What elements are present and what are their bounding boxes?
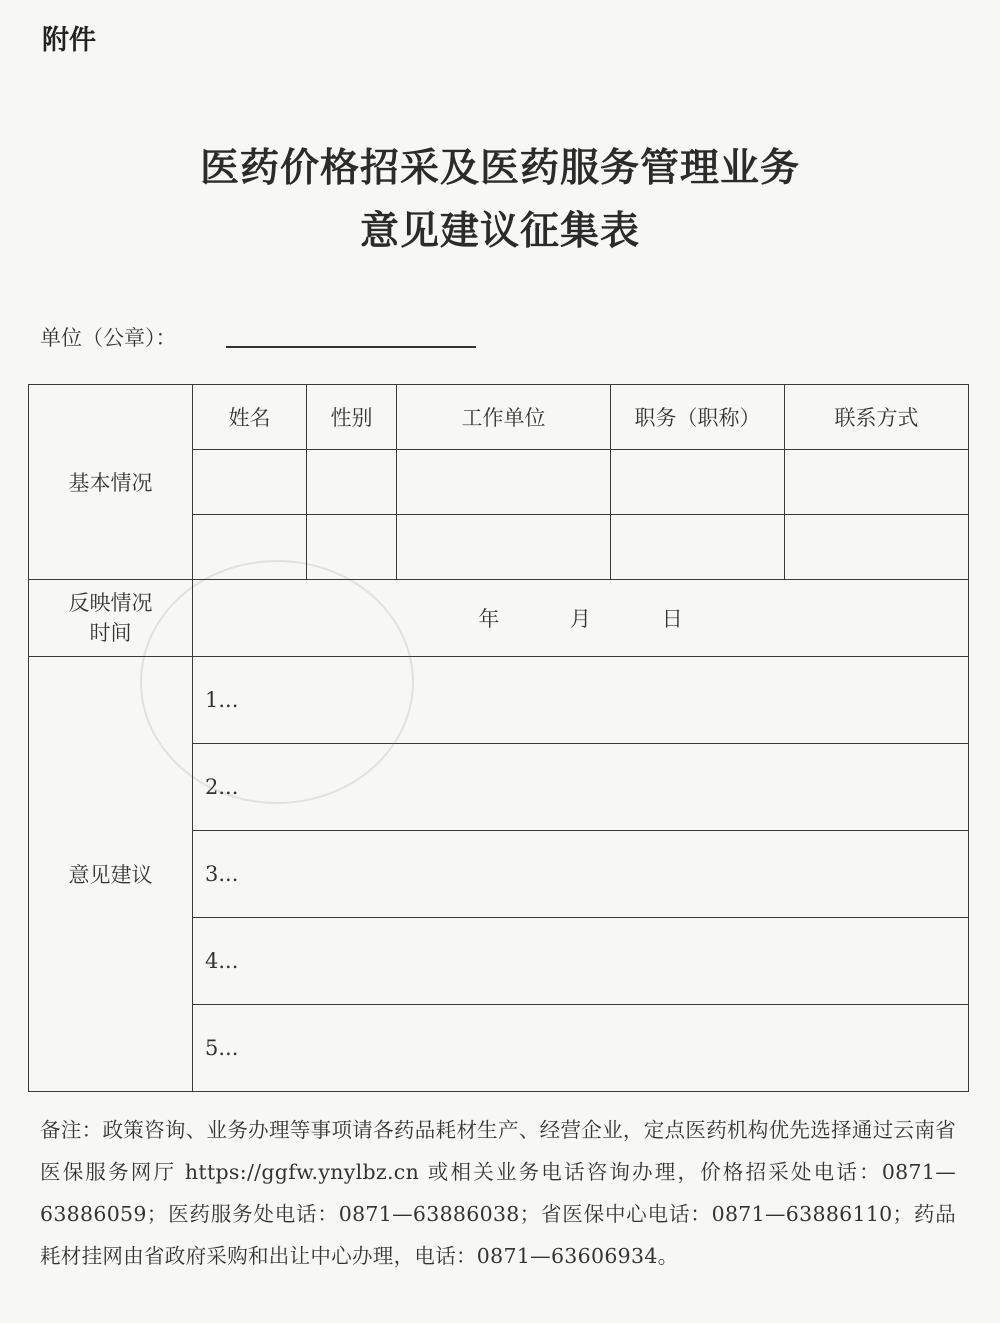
feedback-time-label [29,580,193,657]
suggestion-field-1[interactable]: 1... [193,657,969,744]
name-field-1[interactable] [193,450,307,515]
suggestion-field-2[interactable]: 2... [193,744,969,831]
attachment-label: 附件 [42,25,96,56]
name-field-2[interactable] [193,515,307,580]
position-field-2[interactable] [611,515,785,580]
page-title-line2: 意见建议征集表 [359,209,640,254]
column-header-workplace: 工作单位 [397,385,611,450]
suggestion-field-4[interactable]: 4... [193,918,969,1005]
suggestion-field-5[interactable]: 5... [193,1005,969,1092]
column-header-contact: 联系方式 [785,385,969,450]
column-header-gender: 性别 [307,385,397,450]
date-month: 月 [570,607,591,631]
unit-seal-field[interactable] [226,346,476,348]
basic-info-label: 基本情况 [29,385,193,580]
suggestion-field-3[interactable]: 3... [193,831,969,918]
column-header-position: 职务（职称） [611,385,785,450]
gender-field-2[interactable] [307,515,397,580]
unit-seal-label: 单位（公章）： [40,326,177,350]
feedback-time-label-line1: 反映情况 [68,591,153,615]
position-field-1[interactable] [611,450,785,515]
date-day: 日 [661,607,683,631]
suggestion-form-table [28,384,969,1092]
feedback-date-field[interactable] [193,580,969,657]
date-year: 年 [478,607,500,631]
contact-field-2[interactable] [785,515,969,580]
workplace-field-2[interactable] [397,515,611,580]
feedback-time-label-line2: 时间 [89,621,132,645]
workplace-field-1[interactable] [397,450,611,515]
column-header-name: 姓名 [193,385,307,450]
suggestion-label: 意见建议 [29,657,193,1092]
page-title-line1: 医药价格招采及医药服务管理业务 [199,146,800,191]
gender-field-1[interactable] [307,450,397,515]
remarks-note: 备注：政策咨询、业务办理等事项请各药品耗材生产、经营企业，定点医药机构优先选择通过云南省医保服务网厅 https://ggfw.ynylbz.cn 或相关业务电话咨询办理，价格招采处电话：0871—63886059；医药服务处电话：0871—63886038；省医保中心电话：0871—63886110；药品耗材挂网由省政府采购和出让中心办理，电话：0871—63606934。 [40,1118,956,1268]
contact-field-1[interactable] [785,450,969,515]
